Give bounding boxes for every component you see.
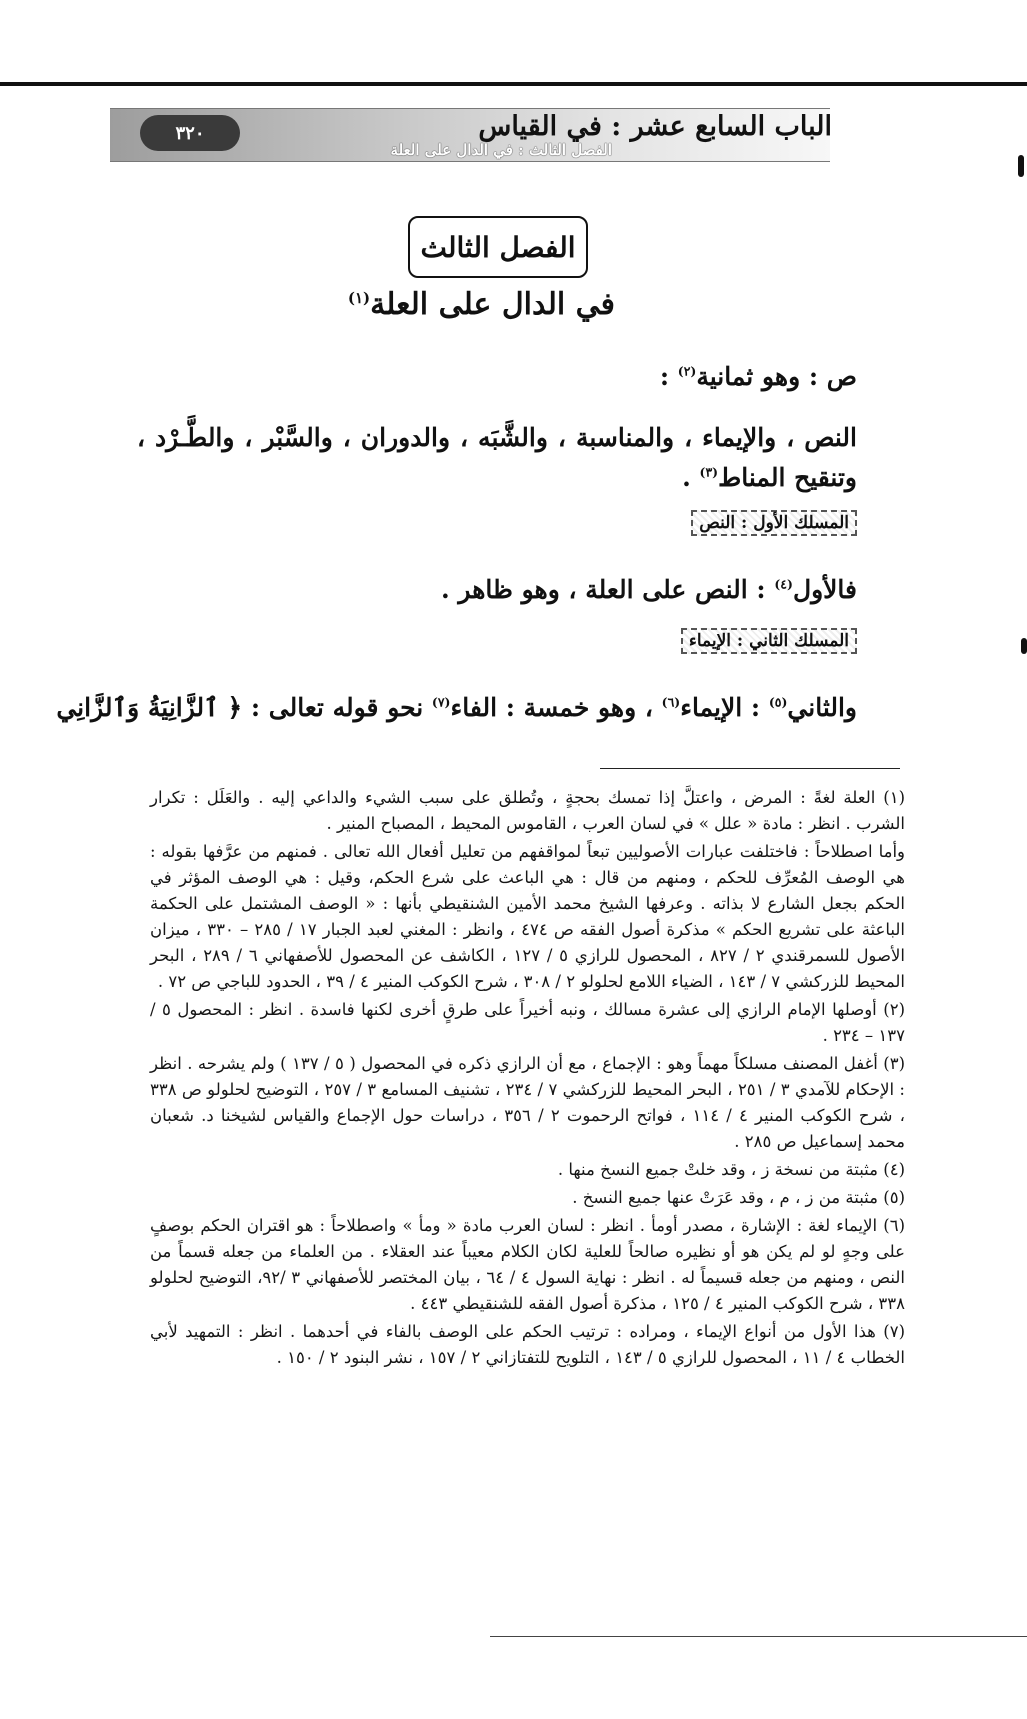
scan-edge-mark bbox=[1021, 638, 1027, 654]
bottom-rule bbox=[490, 1636, 1027, 1637]
footnote-ref: (٦) bbox=[661, 694, 681, 710]
footnote-ref: (٥) bbox=[768, 694, 788, 710]
footnote-1-continued: وأما اصطلاحاً : فاختلفت عبارات الأصوليين تبعاً لمواقفهم من تعليل أفعال الله تعالى . فمنهم من عرَّفها بقوله : هي الوصف المُعرِّف للحكم ، ومنهم من قال : هي الباعث على شرع الحكم، وقيل : هي الوصف المؤثر في الحكم بجعل الشارع لا بذاته . وعرفها الشيخ محمد الأمين الشنقيطي بأنها : « الوصف المشتمل على الحكمة الباعثة على تشريع الحكم » مذكرة أصول الفقه ص ٤٧٤ ، وانظر : المغني لعبد الجبار ١٧ / ٢٨٥ – ٣٣٠ ، ميزان الأصول للسمرقندي ٢ / ٨٢٧ ، المحصول للرازي ٥ / ١٢٧ ، الكاشف عن المحصول للأصفهاني ٦ / ٢٨٩ ، البحر المحيط للزركشي ٧ / ١٤٣ ، الضياء اللامع لحلولو ٢ / ٣٠٨ ، شرح الكوكب المنير ٤ / ٣٩ ، الحدود للباجي ص ٧٢ . bbox=[150, 842, 905, 991]
chapter-title: الفصل الثالث bbox=[408, 216, 588, 278]
body-intro: ص : وهو ثمانية$^{(٢)}$ : bbox=[659, 362, 857, 391]
footnotes bbox=[150, 785, 905, 1373]
footnote-separator bbox=[600, 768, 900, 769]
footnote-ref: (٣) bbox=[699, 464, 719, 480]
footnote-6: (٦) الإيماء لغة : الإشارة ، مصدر أومأ . انظر : لسان العرب مادة « ومأ » واصطلاحاً : هو اقتران الحكم بوصفٍ على وجهٍ لو لم يكن هو أو نظيره صالحاً للعلية لكان الكلام معيباً عند العقلاء . من العلماء من جعله قسماً من النص ، ومنهم من جعله قسيماً له . انظر : نهاية السول ٤ / ٦٤ ، بيان المختصر للأصفهاني ٣ /٩٢، التوضيح لحلولو ٣٣٨ ، شرح الكوكب المنير ٤ / ١٢٥ ، مذكرة أصول الفقه للشنقيطي ٤٤٣ . bbox=[150, 1216, 905, 1313]
scan-edge-mark bbox=[1018, 155, 1024, 177]
footnote-2: (٢) أوصلها الإمام الرازي إلى عشرة مسالك ، ونبه أخيراً على طرقٍ أخرى لكنها فاسدة . انظر : المحصول ٥ / ١٣٧ – ٢٣٤ . bbox=[150, 1000, 905, 1045]
section-label-2: المسلك الثاني : الإيماء bbox=[681, 628, 857, 654]
footnote-3: (٣) أغفل المصنف مسلكاً مهماً وهو : الإجماع ، مع أن الرازي ذكره في المحصول ( ٥ / ١٣٧ ) ولم يشرحه . انظر : الإحكام للآمدي ٣ / ٢٥١ ، البحر المحيط للزركشي ٧ / ٢٣٤ ، تشنيف المسامع ٣ / ٢٥٧ ، التوضيح لحلولو ص ٣٣٨ ، شرح الكوكب المنير ٤ / ١١٤ ، فواتح الرحموت ٢ / ٣٥٦ ، دراسات حول الإجماع والقياس لشيخنا د. شعبان محمد إسماعيل ص ٢٨٥ . bbox=[150, 1054, 905, 1151]
body-list: النص ، والإيماء ، والمناسبة ، والشَّبَه ، والدوران ، والسَّبْر ، والطَّـرْد ، وتنقيح المناط$^{(٣)}$ . bbox=[137, 423, 857, 492]
chapter-subtitle: في الدال على العلة$^{(١)}$ bbox=[347, 287, 615, 322]
footnote-ref: (٢) bbox=[677, 363, 697, 379]
running-header-subtitle: الفصل الثالث : في الدال على العلة bbox=[390, 141, 612, 159]
footnote-5: (٥) مثبتة من ز ، م ، وقد عَرَتْ عنها جميع النسخ . bbox=[572, 1188, 905, 1207]
footnote-4: (٤) مثبتة من نسخة ز ، وقد خلتْ جميع النسخ منها . bbox=[557, 1160, 905, 1179]
footnote-1: (١) العلة لغةً : المرض ، واعتلَّ إذا تمسك بحجةٍ ، وتُطلق على سبب الشيء والداعي إليه . والعَلَل : تكرار الشرب . انظر : مادة « علل » في لسان العرب ، القاموس المحيط ، المصباح المنير . bbox=[150, 788, 905, 833]
footnote-ref: (١) bbox=[347, 289, 371, 307]
page-number: ٣٢٠ bbox=[140, 115, 240, 151]
footnote-ref: (٧) bbox=[431, 694, 451, 710]
footnote-ref: (٤) bbox=[774, 576, 793, 592]
body-first: فالأول$^{(٤)}$ : النص على العلة ، وهو ظاهر . bbox=[441, 575, 857, 604]
running-header-title: الباب السابع عشر : في القياس bbox=[478, 111, 832, 142]
footnote-7: (٧) هذا الأول من أنواع الإيماء ، ومراده : ترتيب الحكم على الوصف بالفاء في أحدهما . انظر : التمهيد لأبي الخطاب ٤ / ١١ ، المحصول للرازي ٥ / ١٤٣ ، التلويح للتفتازاني ٢ / ١٥٧ ، نشر البنود ٢ / ١٥٠ . bbox=[150, 1322, 905, 1367]
top-rule bbox=[0, 82, 1027, 86]
body-second: والثاني$^{(٥)}$ : الإيماء$^{(٦)}$ ، وهو خمسة : الفاء$^{(٧)}$ نحو قوله تعالى : ﴿ ٱلزَّانِيَةُ وَٱلزَّانِي bbox=[56, 693, 857, 722]
section-label-1: المسلك الأول : النص bbox=[691, 510, 857, 536]
